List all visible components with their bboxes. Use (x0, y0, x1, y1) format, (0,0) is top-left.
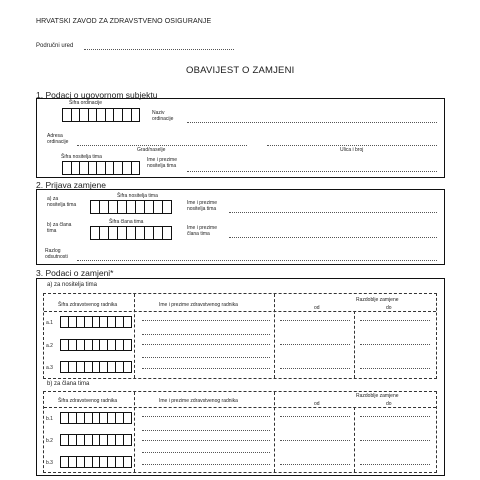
row-a3-label: a.3 (46, 365, 53, 371)
page-title: OBAVIJEST O ZAMJENI (186, 65, 295, 76)
row-a3-sifra[interactable] (60, 361, 132, 373)
section1-box (36, 98, 445, 178)
col-sifra-a: Šifra zdravstvenog radnika (58, 302, 118, 308)
a-nositelj-label: a) za nositelja tima (47, 196, 77, 208)
col-do-a: do (386, 305, 392, 311)
section3-heading: 3. Podaci o zamjeni* (36, 268, 114, 278)
col-ime-b: Ime i prezime zdravstvenog radnika (159, 398, 238, 404)
section2-box (36, 189, 445, 265)
ime-prezime-clana-label: Ime i prezime člana tima (187, 225, 218, 237)
row-b2-label: b.2 (46, 438, 53, 444)
ime-prezime-nositelja2-field[interactable] (229, 212, 437, 213)
sifra-clana-input[interactable] (90, 226, 172, 240)
section1-heading: 1. Podaci o ugovornom subjektu (36, 90, 158, 100)
ime-prezime-nositelja-label: Ime i prezime nositelja tima (147, 157, 178, 169)
naziv-ordinacije-field[interactable] (187, 122, 437, 123)
institution-name: HRVATSKI ZAVOD ZA ZDRAVSTVENO OSIGURANJE (36, 18, 212, 25)
sifra-clana-label: Šifra člana tima (109, 219, 144, 225)
sifra-nositelja-input[interactable] (62, 161, 140, 175)
sifra-ordinacije-label: Šifra ordinacije (69, 100, 103, 106)
ulica-broj-label: Ulica i broj (340, 147, 364, 153)
razlog-field[interactable] (77, 260, 437, 261)
row-b1-label: b.1 (46, 416, 53, 422)
b-clan-label: b) za člana tima (47, 222, 72, 234)
table-b (43, 391, 437, 473)
row-b3-sifra[interactable] (60, 456, 132, 468)
row-b1-sifra[interactable] (60, 412, 132, 424)
adresa-ordinacije-label: Adresa ordinacije (47, 133, 69, 145)
row-b3-label: b.3 (46, 460, 53, 466)
razlog-label: Razlog odsutnosti (45, 248, 68, 260)
row-b2-sifra[interactable] (60, 434, 132, 446)
grad-naselje-label: Grad/naselje (137, 147, 166, 153)
ime-prezime-nositelja2-label: Ime i prezime nositelja tima (187, 200, 218, 212)
col-sifra-b: Šifra zdravstvenog radnika (58, 398, 118, 404)
sifra-nositelja2-input[interactable] (90, 200, 172, 214)
col-razdoblje-a: Razdoblje zamjene (356, 297, 399, 303)
sifra-nositelja2-label: Šifra nositelja tima (117, 193, 158, 199)
col-od-a: od (314, 305, 320, 311)
s3-b-label: b) za člana tima (47, 381, 90, 387)
row-a1-sifra[interactable] (60, 316, 132, 328)
col-ime-a: Ime i prezime zdravstvenog radnika (159, 302, 238, 308)
naziv-ordinacije-label: Naziv ordinacije (152, 110, 174, 122)
col-od-b: od (314, 401, 320, 407)
table-a (43, 293, 437, 379)
grad-naselje-field[interactable] (77, 145, 247, 146)
row-a2-label: a.2 (46, 343, 53, 349)
s3-a-label: a) za nositelja tima (47, 282, 98, 288)
sifra-ordinacije-input[interactable] (62, 108, 140, 122)
ime-prezime-clana-field[interactable] (229, 237, 437, 238)
ulica-broj-field[interactable] (267, 145, 437, 146)
col-do-b: do (386, 401, 392, 407)
office-label: Područni ured (36, 43, 74, 49)
sifra-nositelja-label: Šifra nositelja tima (61, 154, 102, 160)
col-razdoblje-b: Razdoblje zamjene (356, 393, 399, 399)
office-field[interactable] (84, 49, 234, 50)
row-a1-label: a.1 (46, 320, 53, 326)
section2-heading: 2. Prijava zamjene (36, 180, 106, 190)
row-a2-sifra[interactable] (60, 339, 132, 351)
section3-box (36, 278, 445, 476)
ime-prezime-nositelja-field[interactable] (187, 171, 437, 172)
